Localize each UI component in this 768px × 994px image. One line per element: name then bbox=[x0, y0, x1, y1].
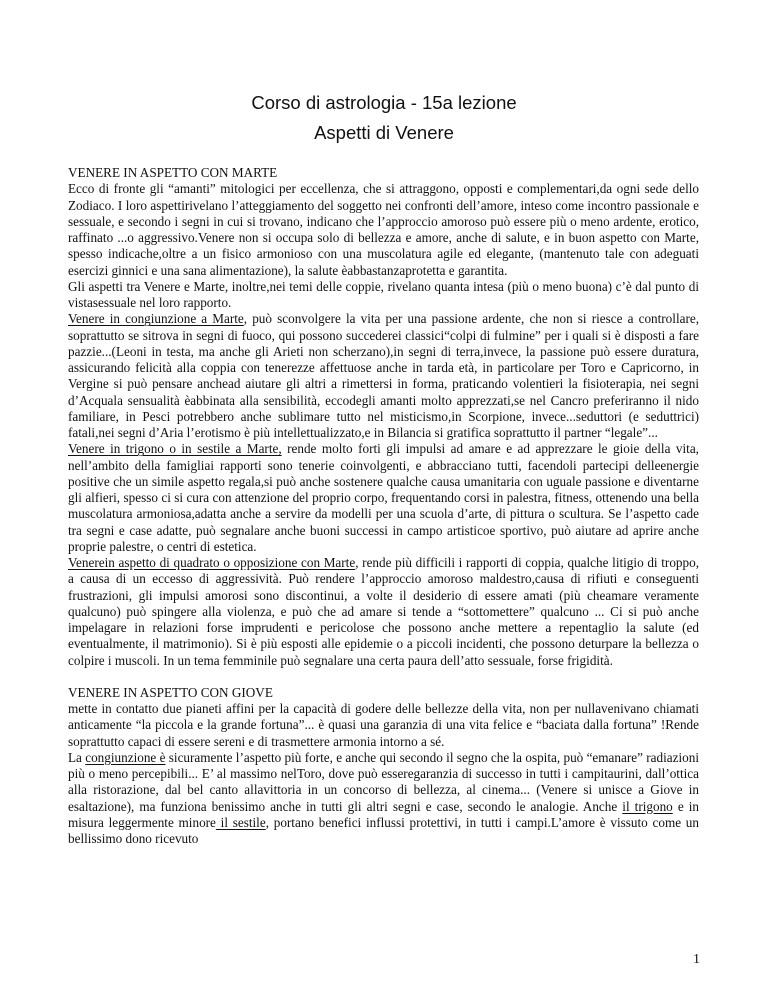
paragraph bbox=[68, 311, 699, 441]
paragraph-text: , può sconvolgere la vita per una passione ardente, che non si riesce a controllare, soprattutto se sitrova in segni di fuoco, qui possono succederei classici“colpi di fulmine” per i quali si è disposti a fare pazzie...(Leoni in testa, ma anche gli Arieti non scherzano),in segni di terra,invece, la passione può essere duratura, assicurando felicità alla coppia con tenerezze affettuose anche in tarda età, in particolare per Toro e Capricorno, in Vergine si può pensare anchead aiutare gli altri a rimettersi in forma, praticando volentieri la fisioterapia, nei segni d’Acquala sensualità èabbinata alla sensibilità, eccodegli amanti molto apprezzati,se nel Cancro preferiranno il nido familiare, in Pesci potrebbero anche sublimare tutto nel misticismo,in Scorpione, invece...seduttori (e seduttrici) fatali,nei segni d’Aria l’erotismo è più intellettualizzato,e in Bilancia si gratifica soprattutto il partner “legale”... bbox=[68, 311, 699, 440]
paragraph-text: e in misura leggermente minore bbox=[68, 798, 699, 830]
paragraph bbox=[68, 441, 699, 555]
section-gap bbox=[68, 669, 699, 685]
paragraph: mette in contatto due pianeti affini per la capacità di godere delle bellezze della vita, non per nullavenivano chiamati anticamente “la piccola e la grande fortuna”... è quasi una garanzia di una vita felice e “baciata dalla fortuna” !Rende soprattutto capaci di essere sereni e di trasmettere armonia intorno a sé. bbox=[68, 701, 699, 749]
underlined-lead: Venerein aspetto di quadrato o opposizione con Marte bbox=[68, 555, 356, 570]
paragraph-text: , portano benefici influssi protettivi, in tutti i campi.L’amore è vissuto come un bellissimo dono ricevuto bbox=[68, 814, 699, 846]
paragraph: Ecco di fronte gli “amanti” mitologici per eccellenza, che si attraggono, opposti e complementari,da ogni sede dello Zodiaco. I loro aspettirivelano l’atteggiamento del soggetto nei confronti dell’amore, inteso come incontro passionale e sessuale, e secondo i segni in cui si trovano, indicano che l’approccio amoroso può essere più o meno ardente, erotico, raffinato ...o aggressivo.Venere non si occupa solo di bellezza e amore, anche di salute, e in buon aspetto con Marte, spesso indicache,oltre a un fisico armonioso con una muscolatura agile ed elegante, (mantenuto tale con adeguati esercizi ginnici e una sana alimentazione), la salute èabbastanzaprotetta e garantita. bbox=[68, 181, 699, 278]
paragraph bbox=[68, 555, 699, 669]
underlined-lead: Venere in trigono o in sestile a Marte, bbox=[68, 441, 282, 457]
paragraph-text: rende molto forti gli impulsi ad amare e ad apprezzare le gioie della vita, nell’ambito della famigliai rapporti sono tenerie coinvolgenti, e abbracciano tutti, facendoli partecipi delleenergie positive che un simile aspetto regala,si può anche sostenere qualche causa umanitaria con uguale passione e diventarne gli alfieri, spesso ci si cura con attenzione del proprio corpo, frequentando corsi in palestra, fitness, ottenendo una bella muscolatura armoniosa,adatta anche a servire da modelli per una scuola d’arte, di pittura o scultura. Se l’aspetto cade tra segni e case adatte, può segnalare anche buoni successi in campo artisticoe sportivo, può aiutare ad aprire anche proprie palestre, o centri di estetica. bbox=[68, 441, 699, 554]
paragraph-text: sicuramente l’aspetto più forte, e anche qui secondo il segno che la ospita, può “emanare” radiazioni più o meno percepibili... E’ al massimo nelToro, dove può esseregaranzia di successo in tutti i campitaurini, dall’ottica alla ristorazione, dal bel canto allavittoria in un concorso di bellezza, al cinema... (Venere si unisce a Giove in esaltazione), ma funziona benissimo anche in tutti gli altri segni e case, secondo le analogie. Anche bbox=[68, 749, 699, 814]
underlined-lead: congiunzione è bbox=[85, 749, 166, 765]
underlined-lead: il trigono bbox=[622, 798, 673, 814]
document-subtitle: Aspetti di Venere bbox=[314, 122, 454, 143]
underlined-lead: Venere in congiunzione a Marte bbox=[68, 311, 244, 327]
paragraph-text: La bbox=[68, 749, 86, 765]
underlined-lead: il sestile bbox=[215, 814, 266, 830]
document-body bbox=[68, 165, 699, 847]
paragraph-text: , rende più difficili i rapporti di coppia, qualche litigio di troppo, a causa di un eccesso di aggressività. Può rendere l’approccio amoroso maldestro,causa di rifiuti e conseguenti frustrazioni, gli impulsi amorosi sono discontinui, a volte il desiderio di essere amati (più cheamare veramente qualcuno) può spingere alla violenza, e può che ad amare si tende a “sottomettere” qualcuno ... Ci si può anche impelagare in relazioni forse imprudenti e pericolose che possono anche mettere a repentaglio la salute (ed eventualmente, il matrimonio). Si è più esposti alle epidemie o a piccoli incidenti, che possono deturpare la bellezza o colpire i muscoli. In un tema femminile può segnalare una certa paura dell’atto sessuale, forse frigidità. bbox=[68, 555, 699, 668]
document-title: Corso di astrologia - 15a lezione bbox=[251, 92, 517, 113]
page-number: 1 bbox=[693, 952, 700, 967]
paragraph: Gli aspetti tra Venere e Marte, inoltre,nei temi delle coppie, rivelano quanta intesa (più o meno buona) c’è dal punto di vistasessuale nel loro rapporto. bbox=[68, 278, 699, 310]
section-heading-marte: VENERE IN ASPETTO CON MARTE bbox=[68, 165, 278, 180]
paragraph bbox=[68, 750, 699, 848]
section-heading-giove: VENERE IN ASPETTO CON GIOVE bbox=[68, 684, 273, 700]
title-block bbox=[0, 88, 768, 148]
